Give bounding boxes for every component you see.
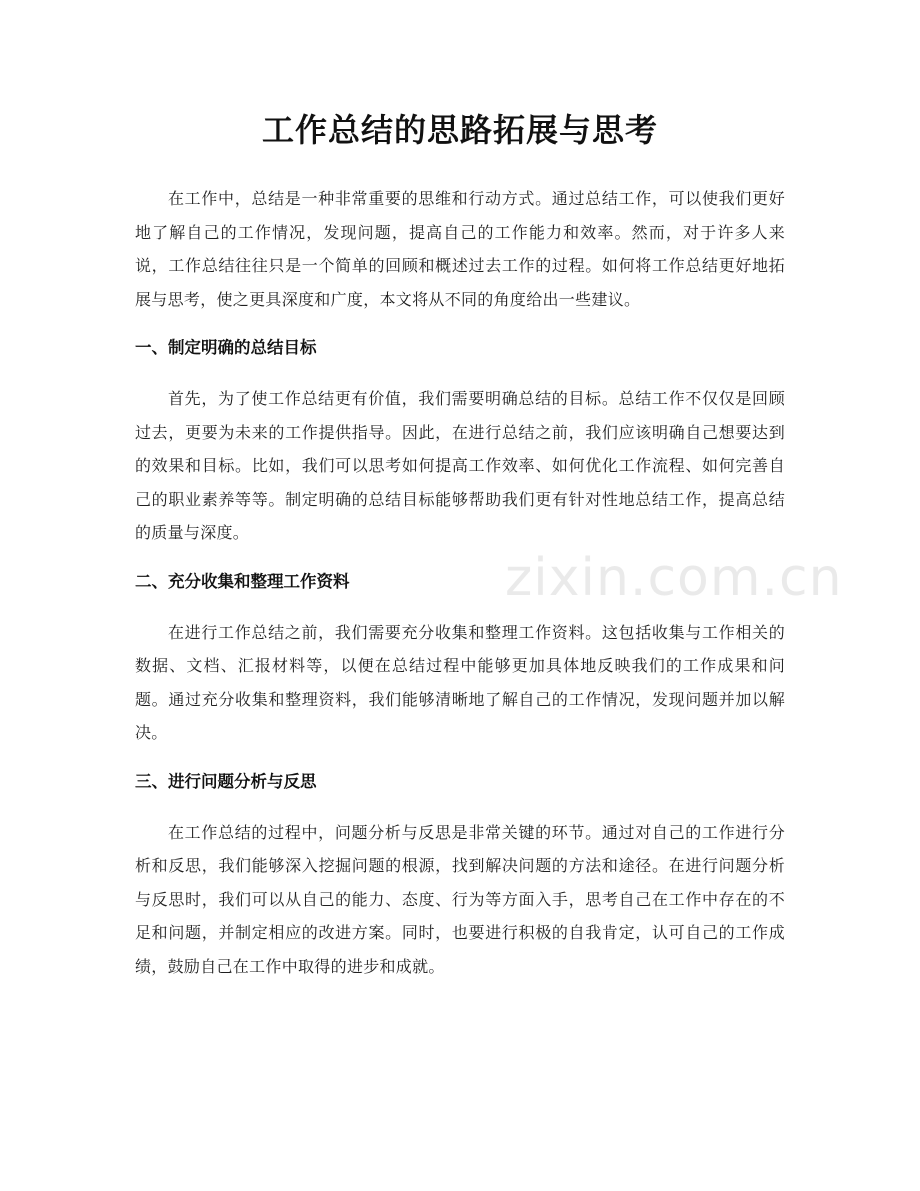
spacer xyxy=(135,594,785,616)
spacer xyxy=(135,794,785,816)
document-body xyxy=(135,182,785,983)
document-title: 工作总结的思路拓展与思考 xyxy=(261,111,658,149)
section-heading-1: 一、制定明确的总结目标 xyxy=(135,338,317,357)
spacer xyxy=(135,316,785,336)
spacer xyxy=(135,750,785,770)
intro-paragraph: 在工作中，总结是一种非常重要的思维和行动方式。通过总结工作，可以使我们更好地了解自己的工作情况，发现问题，提高自己的工作能力和效率。然而，对于许多人来说，工作总结往往只是一个简单的回顾和概述过去工作的过程。如何将工作总结更好地拓展与思考，使之更具深度和广度，本文将从不同的角度给出一些建议。 xyxy=(135,189,785,309)
section-heading-2: 二、充分收集和整理工作资料 xyxy=(135,571,350,591)
section-body-1: 首先，为了使工作总结更有价值，我们需要明确总结的目标。总结工作不仅仅是回顾过去，更要为未来的工作提供指导。因此，在进行总结之前，我们应该明确自己想要达到的效果和目标。比如，我们可以思考如何提高工作效率、如何优化工作流程、如何完善自己的职业素养等等。制定明确的总结目标能够帮助我们更有针对性地总结工作，提高总结的质量与深度。 xyxy=(135,389,785,542)
spacer xyxy=(135,360,785,382)
section-heading-3: 三、进行问题分析与反思 xyxy=(135,771,317,791)
section-body-3: 在工作总结的过程中，问题分析与反思是非常关键的环节。通过对自己的工作进行分析和反思，我们能够深入挖掘问题的根源，找到解决问题的方法和途径。在进行问题分析与反思时，我们可以从自己的能力、态度、行为等方面入手，思考自己在工作中存在的不足和问题，并制定相应的改进方案。同时，也要进行积极的自我肯定，认可自己的工作成绩，鼓励自己在工作中取得的进步和成就。 xyxy=(135,822,785,976)
spacer xyxy=(135,550,785,570)
watermark-text: zixin.com.cn xyxy=(505,548,843,608)
section-body-2: 在进行工作总结之前，我们需要充分收集和整理工作资料。这包括收集与工作相关的数据、文档、汇报材料等，以便在总结过程中能够更加具体地反映我们的工作成果和问题。通过充分收集和整理资料，我们能够清晰地了解自己的工作情况，发现问题并加以解决。 xyxy=(135,622,785,742)
